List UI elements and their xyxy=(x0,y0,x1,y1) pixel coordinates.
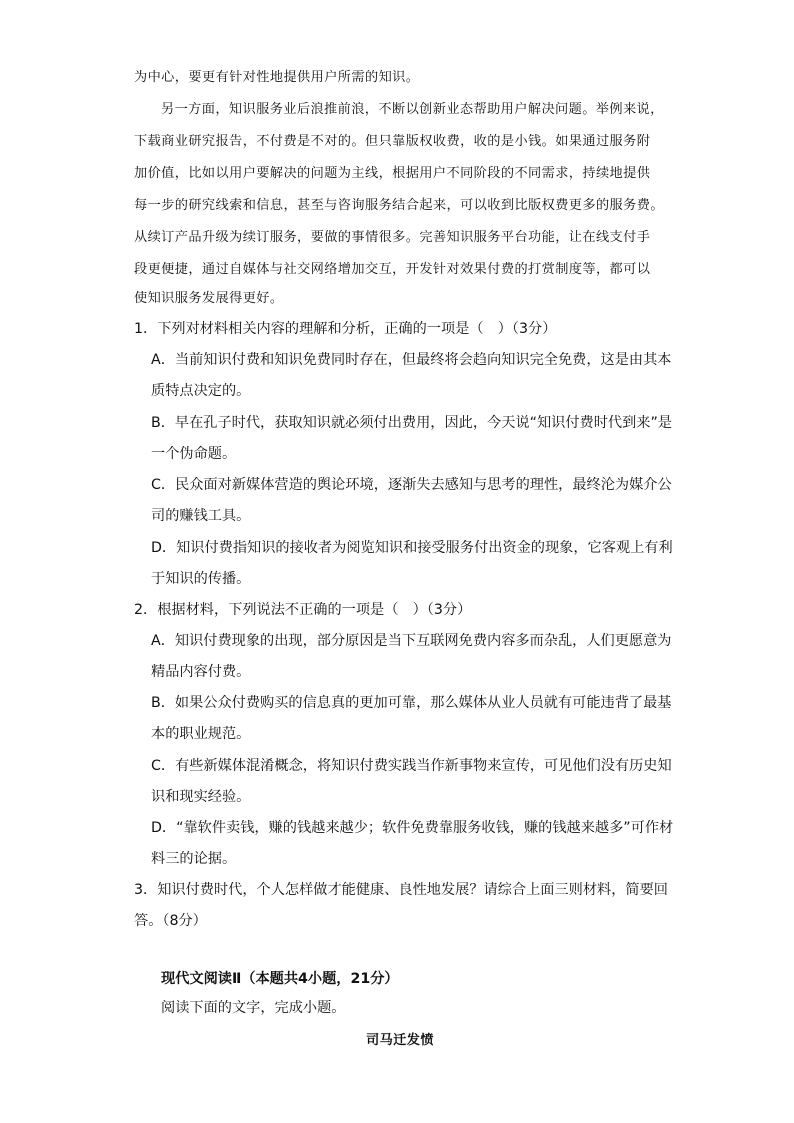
article-title: 司马迁发愤 xyxy=(366,1033,434,1048)
passage-line: 从续订产品升级为续订服务，要做的事情很多。完善知识服务平台功能，让在线支付手 xyxy=(134,230,651,245)
question-2-option-b-cont: 本的职业规范。 xyxy=(151,726,251,742)
question-3-stem: 3．知识付费时代，个人怎样做才能健康、良性地发展？请综合上面三则材料，简要回 xyxy=(134,882,668,898)
question-1-option-c: C．民众面对新媒体营造的舆论环境，逐渐失去感知与思考的理性，最终沦为媒介公 xyxy=(151,477,672,493)
passage-line: 为中心，要更有针对性地提供用户所需的知识。 xyxy=(134,70,420,85)
question-1-option-d-cont: 于知识的传播。 xyxy=(151,571,251,587)
passage-line: 使知识服务发展得更好。 xyxy=(134,291,284,306)
question-2-stem: 2．根据材料，下列说法不正确的一项是（ ）（3分） xyxy=(134,602,472,618)
section-heading: 现代文阅读Ⅱ（本题共4小题，21分） xyxy=(161,971,399,987)
passage-line: 另一方面，知识服务业后浪推前浪，不断以创新业态帮助用户解决问题。举例来说， xyxy=(161,102,664,117)
section-instruction: 阅读下面的文字，完成小题。 xyxy=(161,1000,346,1016)
question-2-option-c: C．有些新媒体混淆概念，将知识付费实践当作新事物来宣传，可见他们没有历史知 xyxy=(151,758,672,774)
passage-line: 段更便捷，通过自媒体与社交网络增加交互，开发针对效果付费的打赏制度等，都可以 xyxy=(134,262,651,277)
question-1-stem: 1．下列对材料相关内容的理解和分析，正确的一项是（ ）（3分） xyxy=(134,321,557,337)
passage-line: 下载商业研究报告，不付费是不对的。但只靠版权收费，收的是小钱。如果通过服务附 xyxy=(134,134,651,149)
question-2-option-d-cont: 料三的论据。 xyxy=(151,851,237,867)
question-1-option-a-cont: 质特点决定的。 xyxy=(151,383,251,399)
question-2-option-a-cont: 精品内容付费。 xyxy=(151,664,251,680)
question-1-option-b: B．早在孔子时代，获取知识就必须付出费用，因此，今天说“知识付费时代到来”是 xyxy=(151,415,672,431)
passage-line: 每一步的研究线索和信息，甚至与咨询服务结合起来，可以收到比版权费更多的服务费。 xyxy=(134,198,664,213)
question-1-option-b-cont: 一个伪命题。 xyxy=(151,446,237,462)
question-2-option-a: A．知识付费现象的出现，部分原因是当下互联网免费内容多而杂乱，人们更愿意为 xyxy=(151,633,672,649)
passage-line: 加价值，比如以用户要解决的问题为主线，根据用户不同阶段的不同需求，持续地提供 xyxy=(134,166,651,181)
question-1-option-a: A．当前知识付费和知识免费同时存在，但最终将会趋向知识完全免费，这是由其本 xyxy=(151,352,672,368)
question-2-option-b: B．如果公众付费购买的信息真的更加可靠，那么媒体从业人员就有可能违背了最基 xyxy=(151,695,672,711)
question-1-option-d: D．知识付费指知识的接收者为阅览知识和接受服务付出资金的现象，它客观上有利 xyxy=(151,540,673,556)
question-1-option-c-cont: 司的赚钱工具。 xyxy=(151,508,251,524)
question-3-stem-cont: 答。（8分） xyxy=(134,913,207,929)
question-2-option-c-cont: 识和现实经验。 xyxy=(151,789,251,805)
question-2-option-d: D．“靠软件卖钱，赚的钱越来越少；软件免费靠服务收钱，赚的钱越来越多”可作材 xyxy=(151,820,674,836)
